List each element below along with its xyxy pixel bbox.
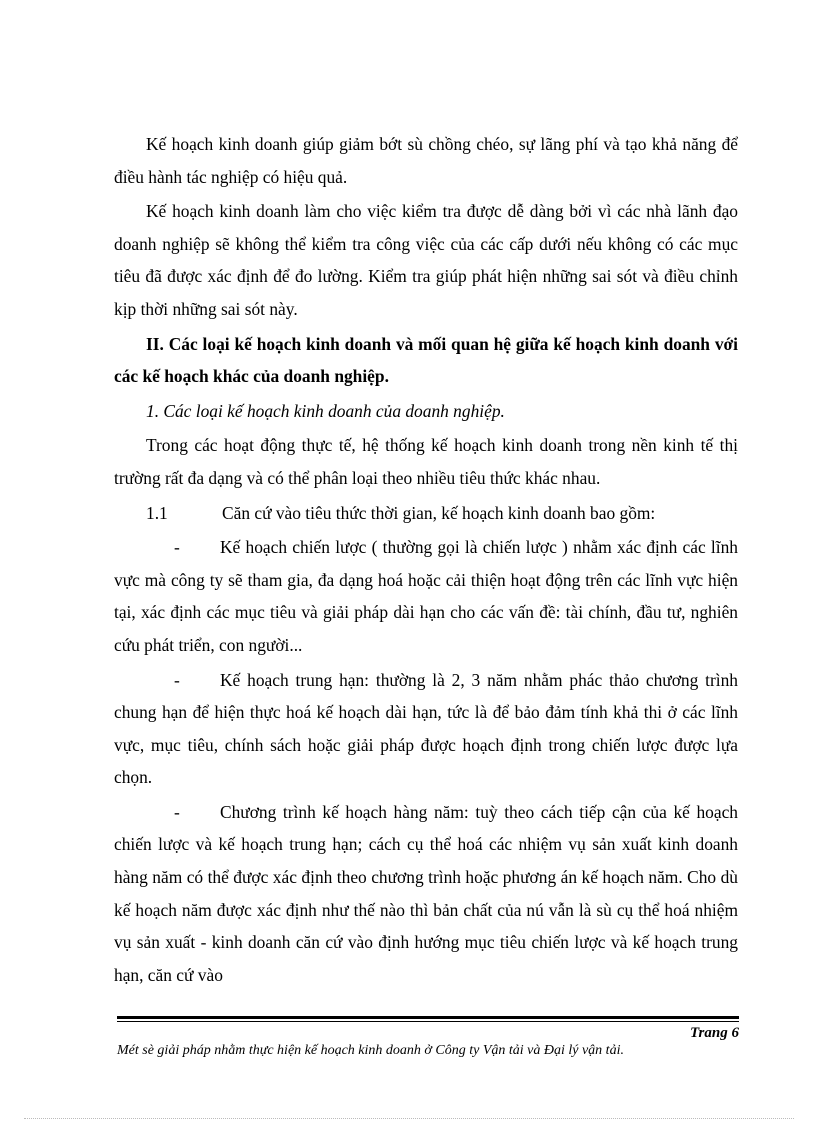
section-heading: II. Các loại kế hoạch kinh doanh và mối quan hệ giữa kế hoạch kinh doanh với các kế hoạch khác của doanh nghiệp.	[114, 333, 738, 387]
footer-rule-thin	[117, 1021, 739, 1022]
bullet-text: Chương trình kế hoạch hàng năm: tuỳ theo cách tiếp cận của kế hoạch chiến lược và kế hoạch trung hạn; cách cụ thể hoá các nhiệm vụ sản xuất kinh doanh hàng năm có thể được xác định theo chương trình hoặc phương án kế hoạch năm. Cho dù kế hoạch năm được xác định như thế nào thì bản chất của nú vẫn là sù cụ thể hoá nhiệm vụ sản xuất - kinh doanh căn cứ vào định hướng mục tiêu chiến lược và kế hoạch trung hạn, căn cứ vào	[114, 801, 738, 985]
paragraph-3: Trong các hoạt động thực tế, hệ thống kế hoạch kinh doanh trong nền kinh tế thị trường rất đa dạng và có thể phân loại theo nhiều tiêu thức khác nhau.	[114, 435, 738, 488]
dash-marker: -	[174, 801, 180, 822]
footer-rule-thick	[117, 1016, 739, 1019]
subsection-heading: 1. Các loại kế hoạch kinh doanh của doanh nghiệp.	[146, 400, 505, 421]
dash-marker: -	[174, 537, 180, 558]
page-body	[114, 128, 738, 991]
paragraph-2: Kế hoạch kinh doanh làm cho việc kiểm tra được dễ dàng bởi vì các nhà lãnh đạo doanh nghiệp sẽ không thể kiểm tra công việc của các cấp dưới nếu không có các mục tiêu đã được xác định để đo lường. Kiểm tra giúp phát hiện những sai sót và điều chỉnh kịp thời những sai sót này.	[114, 201, 738, 319]
bullet-item-3	[114, 796, 738, 992]
item-text: Căn cứ vào tiêu thức thời gian, kế hoạch kinh doanh bao gồm:	[222, 502, 656, 523]
page-number: Trang 6	[689, 1025, 739, 1041]
bullet-text: Kế hoạch chiến lược ( thường gọi là chiến lược ) nhằm xác định các lĩnh vực mà công ty sẽ tham gia, đa dạng hoá hoặc cải thiện hoạt động trên các lĩnh vực hiện tại, xác định các mục tiêu và giải pháp dài hạn cho các vấn đề: tài chính, đầu tư, nghiên cứu phát triển, con người...	[114, 537, 738, 655]
bullet-item-1	[114, 531, 738, 661]
paragraph-1: Kế hoạch kinh doanh giúp giảm bớt sù chồng chéo, sự lãng phí và tạo khả năng để điều hành tác nghiệp có hiệu quả.	[114, 134, 738, 187]
dash-marker: -	[174, 669, 180, 690]
bullet-item-2	[114, 664, 738, 794]
bullet-text: Kế hoạch trung hạn: thường là 2, 3 năm nhằm phác thảo chương trình chung hạn để hiện thực hoá kế hoạch dài hạn, tức là để bảo đảm tính khả thi ở các lĩnh vực, mục tiêu, chính sách hoặc giải pháp được hoạch định trong chiến lược được lựa chọn.	[114, 669, 738, 788]
item-number: 1.1	[146, 502, 168, 523]
page-footer	[117, 1016, 739, 1060]
footer-title: Mét sè giải pháp nhằm thực hiện kế hoạch kinh doanh ở Công ty Vận tải và Đại lý vận tải.	[117, 1043, 624, 1058]
numbered-item	[114, 497, 738, 530]
page-boundary-line	[24, 1118, 794, 1119]
